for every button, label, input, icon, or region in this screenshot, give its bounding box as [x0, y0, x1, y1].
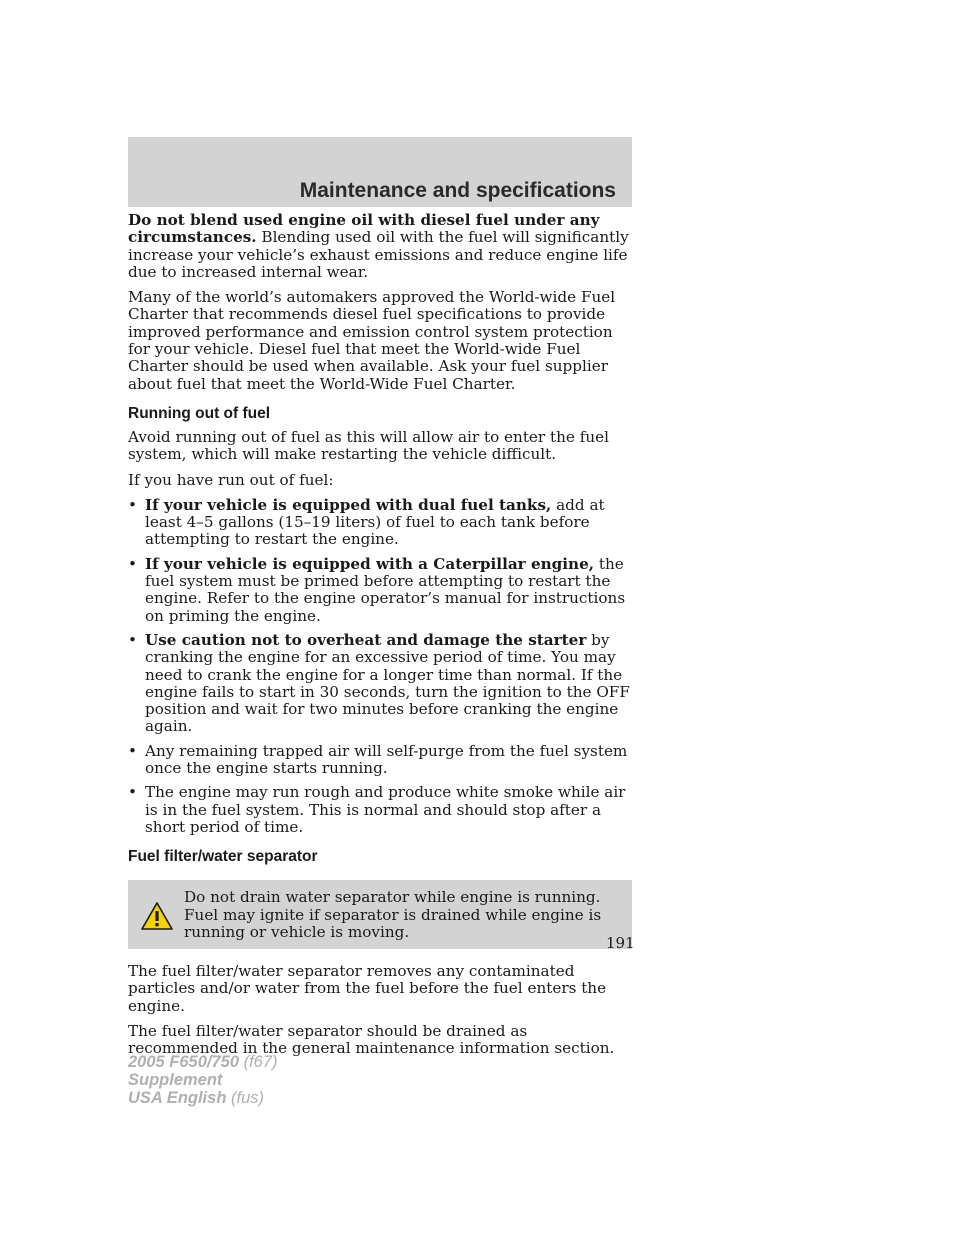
bullet-text: The engine may run rough and produce white smoke while air is in the fuel system. This is normal and should stop after a short period of time.	[145, 783, 626, 836]
section-header	[128, 137, 632, 207]
bullet-text: Any remaining trapped air will self-purge from the fuel system once the engine starts running.	[145, 741, 628, 778]
warning-triangle-icon	[140, 901, 174, 931]
footer-line-language	[128, 1089, 278, 1107]
footer-supplement: Supplement	[128, 1071, 223, 1089]
list-item	[128, 497, 634, 549]
bullet-bold: If your vehicle is equipped with a Caterpillar engine,	[145, 554, 595, 573]
intro-bold-lead: Do not blend used engine oil with diesel fuel under any circumstances.	[128, 211, 600, 247]
intro-text: Blending used oil with the fuel will significantly increase your vehicle’s exhaust emissions and reduce engine life due to increased internal wear.	[128, 228, 629, 281]
fuel-filter-drain-paragraph: The fuel filter/water separator should be drained as recommended in the general maintenance information section.	[128, 1021, 615, 1058]
fuel-filter-heading: Fuel filter/water separator	[128, 848, 318, 866]
section-title: Maintenance and specifications	[299, 179, 616, 202]
page-number: 191	[606, 934, 635, 952]
running-out-paragraph: Avoid running out of fuel as this will allow air to enter the fuel system, which will make restarting the vehicle difficult.	[128, 427, 609, 464]
bullet-icon: •	[128, 554, 137, 573]
run-out-steps	[128, 497, 634, 836]
intro-paragraph	[128, 212, 634, 281]
warning-text: Do not drain water separator while engine is running. Fuel may ignite if separator is drained while engine is running or vehicle is moving.	[184, 888, 602, 941]
footer-model-code: (f67)	[239, 1053, 278, 1071]
bullet-icon: •	[128, 630, 137, 649]
run-out-intro: If you have run out of fuel:	[128, 470, 334, 489]
list-item	[128, 556, 634, 625]
charter-paragraph: Many of the world’s automakers approved the World-wide Fuel Charter that recommends diesel fuel specifications to provide improved performance and emission control system protection for your vehicle. Diesel fuel that meet the World-wide Fuel Charter should be used when available. Ask your fuel supplier about fuel that meet the World-Wide Fuel Charter.	[128, 288, 616, 393]
bullet-icon: •	[128, 741, 137, 760]
bullet-text: add at least 4–5 gallons (15–19 liters) of fuel to each tank before attempting to restart the engine.	[145, 495, 605, 549]
page-content	[128, 212, 634, 1066]
fuel-filter-paragraph: The fuel filter/water separator removes any contaminated particles and/or water from the fuel before the fuel enters the engine.	[128, 962, 607, 1015]
bullet-text: by cranking the engine for an excessive period of time. You may need to crank the engine for a longer time than normal. If the engine fails to start in 30 seconds, turn the ignition to the OFF position and wait for two minutes before cranking the engine again.	[145, 630, 630, 736]
footer-line-model	[128, 1053, 278, 1071]
bullet-icon: •	[128, 495, 137, 514]
list-item	[128, 632, 634, 736]
footer-language: USA English	[128, 1089, 227, 1107]
bullet-text: the fuel system must be primed before attempting to restart the engine. Refer to the engine operator’s manual for instructions on priming the engine.	[145, 554, 626, 625]
bullet-icon: •	[128, 783, 137, 802]
running-out-heading: Running out of fuel	[128, 404, 271, 422]
document-footer	[128, 1053, 278, 1107]
warning-box	[128, 880, 632, 949]
list-item	[128, 743, 634, 778]
bullet-bold: If your vehicle is equipped with dual fuel tanks,	[145, 495, 552, 514]
list-item	[128, 784, 634, 836]
bullet-bold: Use caution not to overheat and damage the starter	[145, 630, 587, 649]
footer-language-code: (fus)	[226, 1089, 264, 1107]
footer-model: 2005 F650/750	[128, 1053, 240, 1071]
